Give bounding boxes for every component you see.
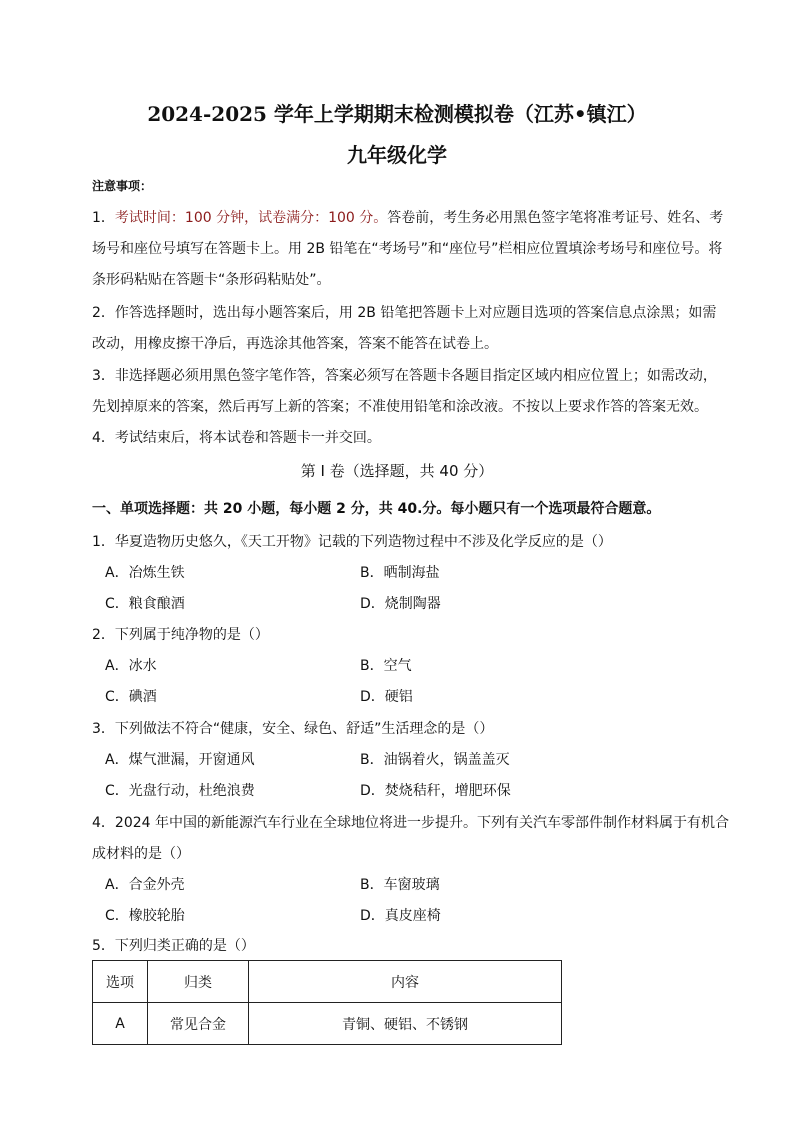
notice-item-1-line-3: 条形码粘贴在答题卡“条形码粘贴处”。 (92, 272, 331, 288)
notice-item-1-line-1 (92, 207, 723, 227)
notice-item-1-number: 1． (92, 210, 115, 226)
table-header-category: 归类 (148, 961, 249, 1003)
question-5-table (92, 960, 562, 1045)
question-4-stem-line-2: 成材料的是（） (92, 846, 190, 862)
notice-item-1-line-2: 场号和座位号填写在答题卡上。用 2B 铅笔在“考场号”和“座位号”栏相应位置填涂考场号和座位号。将 (92, 241, 723, 257)
question-3-option-a: A．煤气泄漏，开窗通风 (105, 752, 255, 768)
notice-item-2-line-2: 改动，用橡皮擦干净后，再选涂其他答案，答案不能答在试卷上。 (92, 336, 498, 352)
question-2-option-b: B．空气 (360, 658, 412, 674)
notice-item-3-line-1: 3．非选择题必须用黑色签字笔作答，答案必须写在答题卡各题目指定区域内相应位置上；如需改动， (92, 368, 717, 384)
notice-item-3-line-2: 先划掉原来的答案，然后再写上新的答案；不准使用铅笔和涂改液。不按以上要求作答的答案无效。 (92, 399, 708, 415)
question-2-stem: 2．下列属于纯净物的是（） (92, 627, 269, 643)
table-header-content: 内容 (249, 961, 562, 1003)
notice-heading: 注意事项： (92, 179, 153, 193)
question-2-option-c: C．碘酒 (105, 689, 157, 705)
question-1-option-a: A．冶炼生铁 (105, 565, 185, 581)
question-5-stem: 5．下列归类正确的是（） (92, 938, 255, 954)
notice-item-1-text: 答卷前，考生务必用黑色签字笔将准考证号、姓名、考 (387, 210, 724, 226)
question-1-option-c: C．粮食酿酒 (105, 596, 185, 612)
table-header-row (93, 961, 562, 1003)
question-3-stem: 3．下列做法不符合“健康，安全、绿色、舒适”生活理念的是（） (92, 721, 494, 737)
section-1-heading: 一、单项选择题：共 20 小题，每小题 2 分，共 40.分。每小题只有一个选项最符合题意。 (92, 501, 661, 517)
exam-title: 2024-2025 学年上学期期末检测模拟卷（江苏•镇江） (147, 102, 647, 126)
question-2-option-d: D．硬铝 (360, 689, 413, 705)
exam-subtitle: 九年级化学 (347, 143, 447, 167)
question-3-option-d: D．焚烧秸秆，增肥环保 (360, 783, 511, 799)
table-header-option: 选项 (93, 961, 148, 1003)
table-row (93, 1003, 562, 1045)
question-1-option-b: B．晒制海盐 (360, 565, 440, 581)
table-cell-option: A (93, 1003, 148, 1045)
notice-item-4: 4．考试结束后，将本试卷和答题卡一并交回。 (92, 430, 381, 446)
table-cell-category: 常见合金 (148, 1003, 249, 1045)
notice-item-1-highlight: 考试时间：100 分钟，试卷满分：100 分。 (114, 210, 388, 226)
table-cell-content: 青铜、硬铝、不锈钢 (249, 1003, 562, 1045)
question-1-stem: 1．华夏造物历史悠久，《天工开物》记载的下列造物过程中不涉及化学反应的是（） (92, 534, 612, 550)
question-2-option-a: A．冰水 (105, 658, 157, 674)
question-4-option-a: A．合金外壳 (105, 877, 185, 893)
question-3-option-b: B．油锅着火，锅盖盖灭 (360, 752, 510, 768)
question-4-option-b: B．车窗玻璃 (360, 877, 440, 893)
notice-item-2-line-1: 2．作答选择题时，选出每小题答案后，用 2B 铅笔把答题卡上对应题目选项的答案信息点涂黑；如需 (92, 305, 717, 321)
question-1-option-d: D．烧制陶器 (360, 596, 441, 612)
question-4-option-d: D．真皮座椅 (360, 908, 441, 924)
question-3-option-c: C．光盘行动，杜绝浪费 (105, 783, 255, 799)
question-4-option-c: C．橡胶轮胎 (105, 908, 185, 924)
question-4-stem-line-1: 4．2024 年中国的新能源汽车行业在全球地位将进一步提升。下列有关汽车零部件制作材料属于有机合 (92, 815, 729, 831)
part-1-heading: 第 I 卷（选择题，共 40 分） (300, 462, 494, 480)
